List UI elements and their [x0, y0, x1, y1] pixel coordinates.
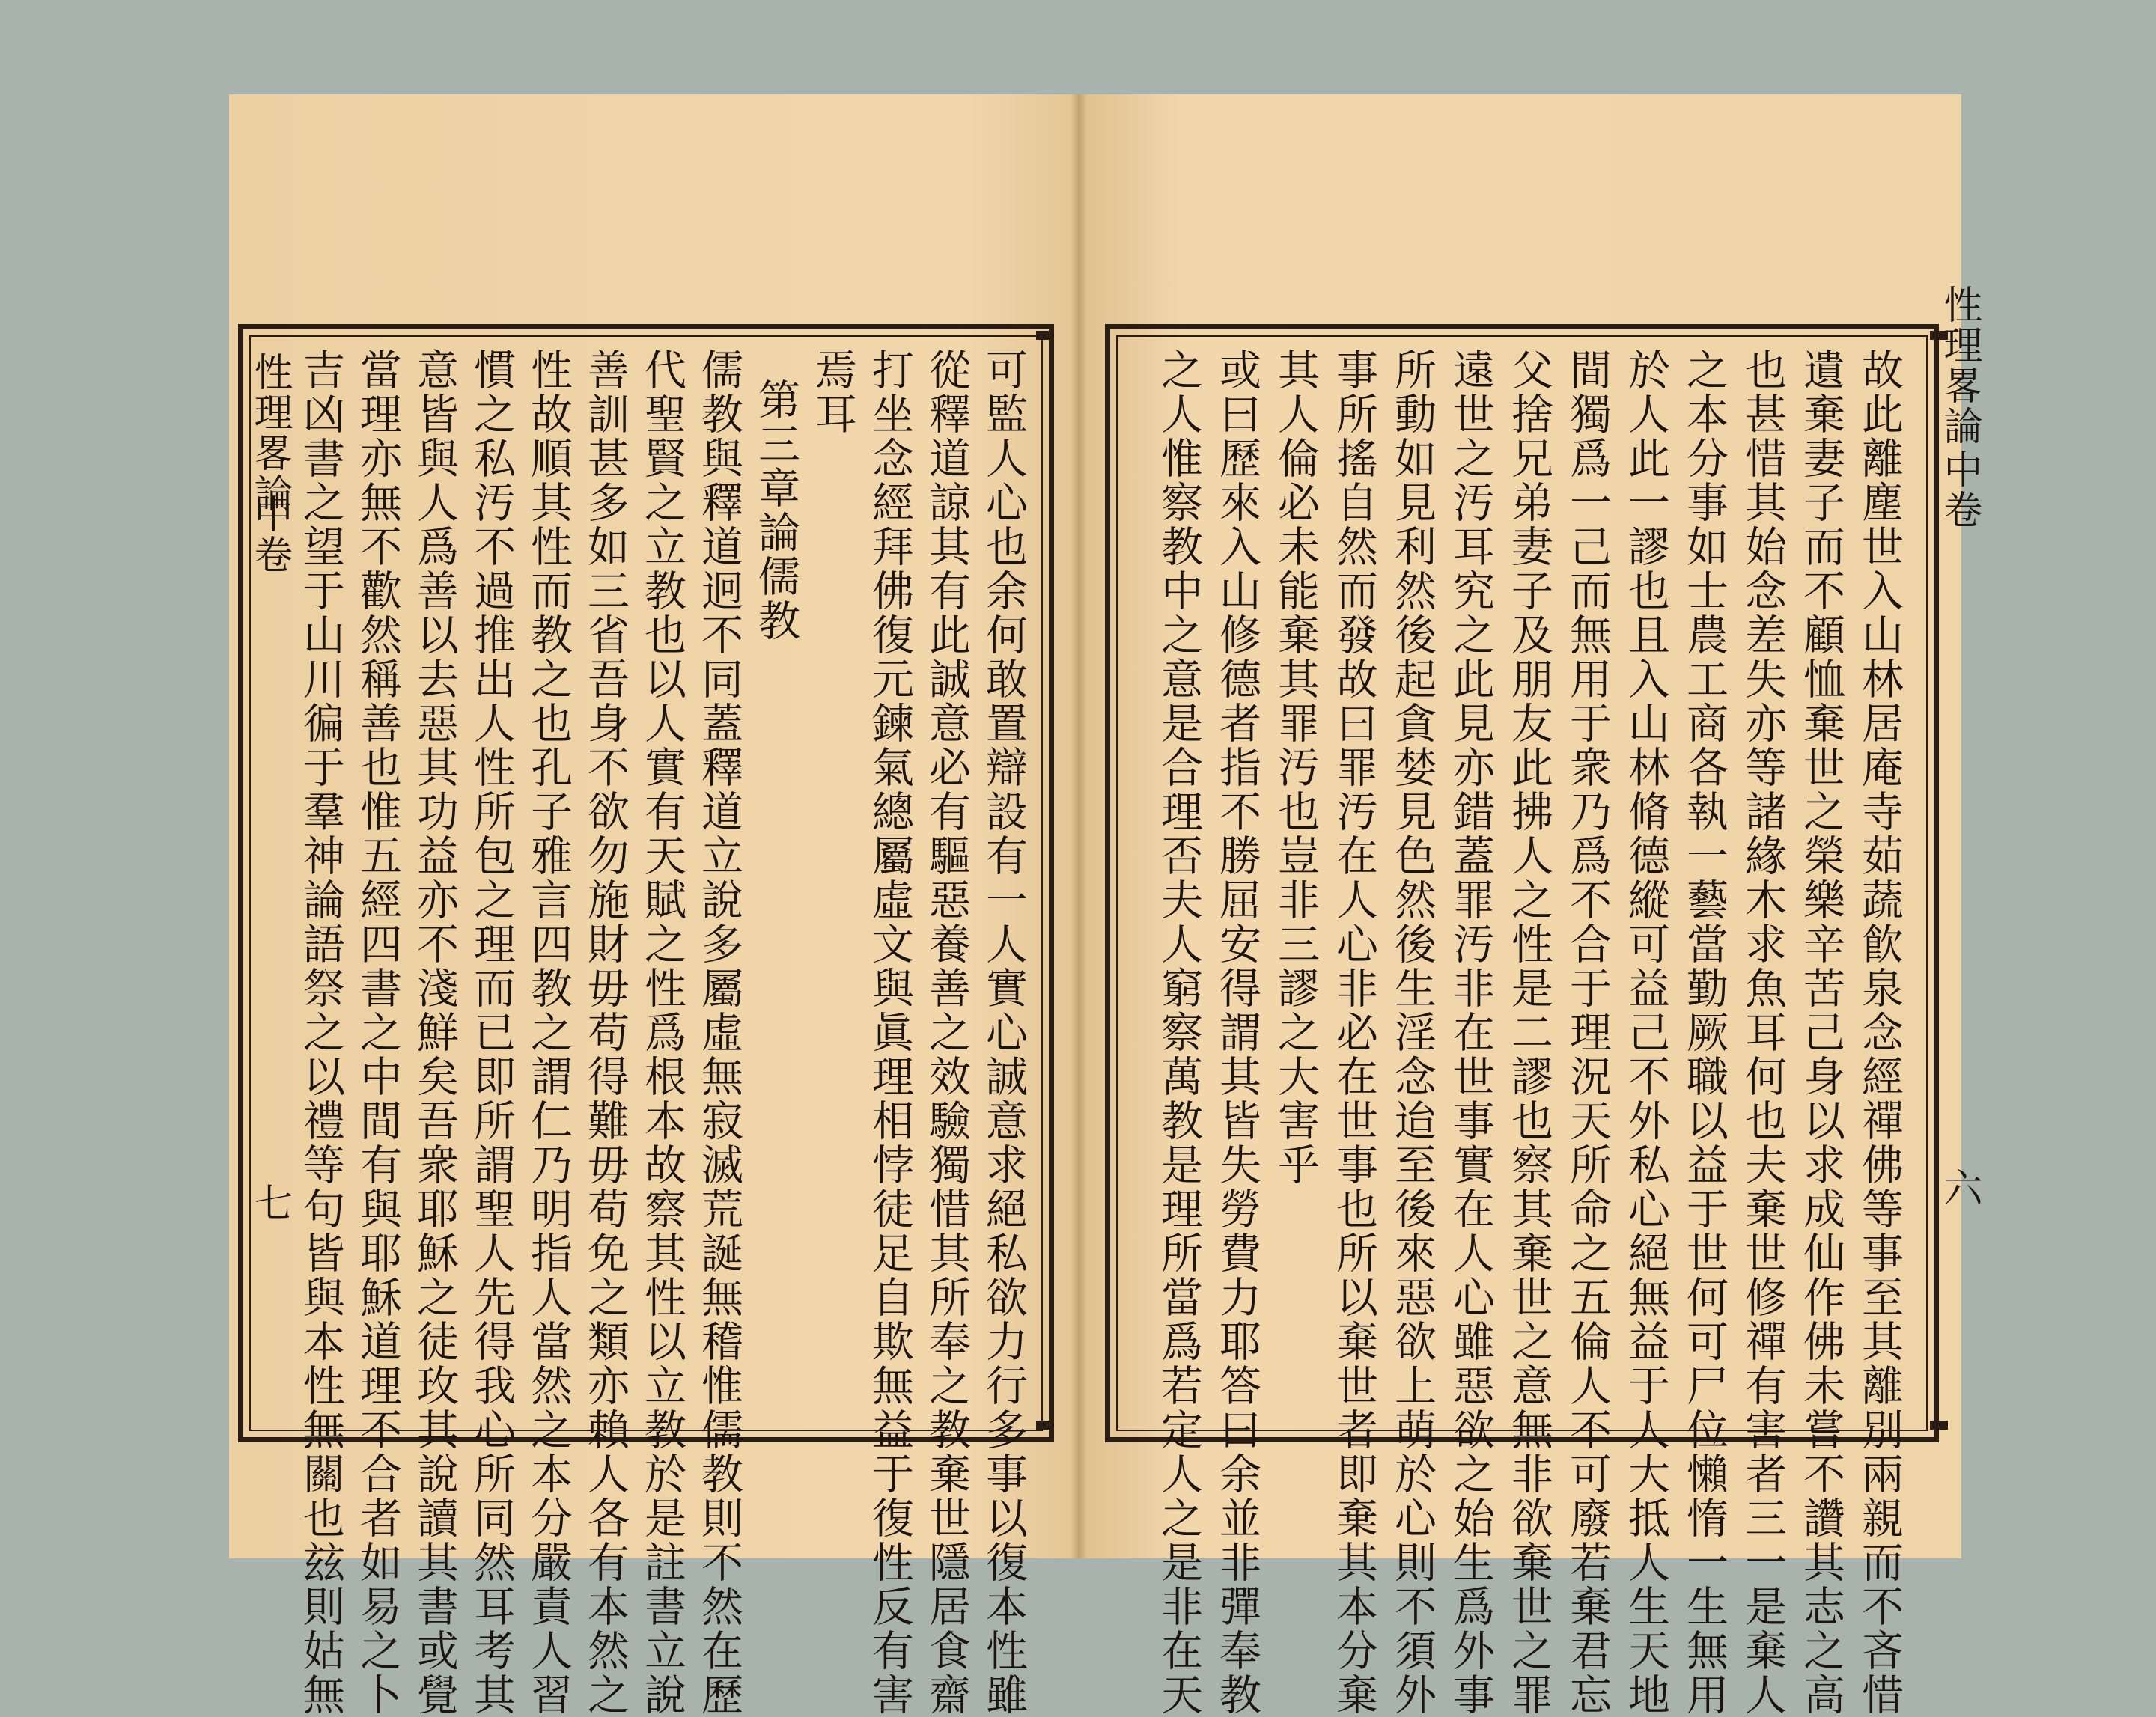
right-column-7: 父捨兄弟妻子及朋友此拂人之性是二謬也察其棄世之意無非欲棄世之罪: [1505, 348, 1553, 1717]
chapter-heading: 第三章論儒教: [752, 378, 800, 643]
left-column-6: 儒教與釋道迥不同蓋釋道立說多屬虛無寂滅荒誕無稽惟儒教則不然在歷: [695, 348, 743, 1717]
left-column-12: 當理亦無不歡然稱善也惟五經四書之中間有與耶穌道理不合者如易之卜: [353, 348, 402, 1717]
left-column-8: 善訓甚多如三省吾身不欲勿施財毋苟得難毋苟免之類亦賴人各有本然之: [581, 348, 630, 1717]
left-column-3: 打坐念經拜佛復元鍊氣總屬虛文與眞理相悖徒足自欺無益于復性反有害: [865, 348, 914, 1717]
left-column-2: 從釋道諒其有此誠意必有驅惡養善之效驗獨惜其所奉之教棄世隱居食齋: [922, 348, 971, 1717]
right-column-5: 於人此一謬也且入山林脩德縱可益己不外私心絕無益于人大抵人生天地: [1621, 348, 1670, 1717]
left-column-9: 性故順其性而教之也孔子雅言四教之謂仁乃明指人當然之本分嚴責人習: [524, 348, 573, 1717]
left-page-number: 七: [247, 1183, 292, 1223]
left-column-11: 意皆與人爲善以去惡其功益亦不淺鮮矣吾衆耶穌之徒玫其說讀其書或覺: [410, 348, 459, 1717]
left-volume-label: 中卷: [247, 494, 292, 575]
right-column-6: 間獨爲一己而無用于衆乃爲不合于理況天所命之五倫人不可廢若棄君忘: [1563, 348, 1612, 1717]
left-column-10: 慣之私汚不過推出人性所包之理而已即所謂聖人先得我心所同然耳考其: [467, 348, 516, 1717]
fold-mark: [1036, 331, 1054, 340]
right-volume-label: 中卷: [1937, 449, 1982, 530]
left-column-1: 可監人心也余何敢置辯設有一人實心誠意求絕私欲力行多事以復本性雖: [979, 348, 1028, 1717]
left-column-4: 焉耳: [808, 348, 857, 436]
right-column-10: 事所搖自然而發故曰罪汚在人心非必在世事也所以棄世者即棄其本分棄: [1330, 348, 1378, 1717]
fold-mark: [1930, 1421, 1948, 1430]
book-gutter: [1071, 94, 1087, 1558]
right-column-9: 所動如見利然後起貪婪見色然後生淫念迨至後來惡欲上萌於心則不須外: [1388, 348, 1437, 1717]
left-column-7: 代聖賢之立教也以人實有天賦之性爲根本故察其性以立教於是註書立說: [638, 348, 686, 1717]
fold-mark: [1036, 1421, 1054, 1430]
left-spine-title: 性理畧論: [247, 352, 292, 513]
right-column-8: 遠世之汚耳究之此見亦錯蓋罪汚非在世事實在人心雖惡欲之始生爲外事: [1446, 348, 1495, 1717]
right-column-12: 或曰歷來入山修德者指不勝屈安得謂其皆失勞費力耶答曰余並非彈奉教: [1213, 348, 1261, 1717]
right-page-number: 六: [1937, 1168, 1982, 1208]
right-spine-title: 性理畧論: [1937, 284, 1982, 446]
right-column-1: 故此離塵世入山林居庵寺茹蔬飮泉念經禪佛等事至其離別兩親而不吝惜: [1855, 348, 1904, 1717]
right-column-2: 遺棄妻子而不顧恤棄世之榮樂辛苦己身以求成仙作佛未嘗不讚其志之高: [1797, 348, 1845, 1717]
left-column-13: 吉凶書之望于山川徧于羣神論語祭之以禮等句皆與本性無關也玆則姑無: [296, 348, 345, 1717]
right-column-11: 其人倫必未能棄其罪汚也豈非三謬之大害乎: [1271, 348, 1320, 1187]
right-column-13: 之人惟察教中之意是合理否夫人窮察萬教是理所當爲若定人之是非在天: [1154, 348, 1203, 1717]
right-column-3: 也甚惜其始念差失亦等諸緣木求魚耳何也夫棄世修禪有害者三一是棄人: [1738, 348, 1787, 1717]
right-column-4: 之本分事如士農工商各執一藝當勤厥職以益于世何可尸位懶惰一生無用: [1680, 348, 1729, 1717]
